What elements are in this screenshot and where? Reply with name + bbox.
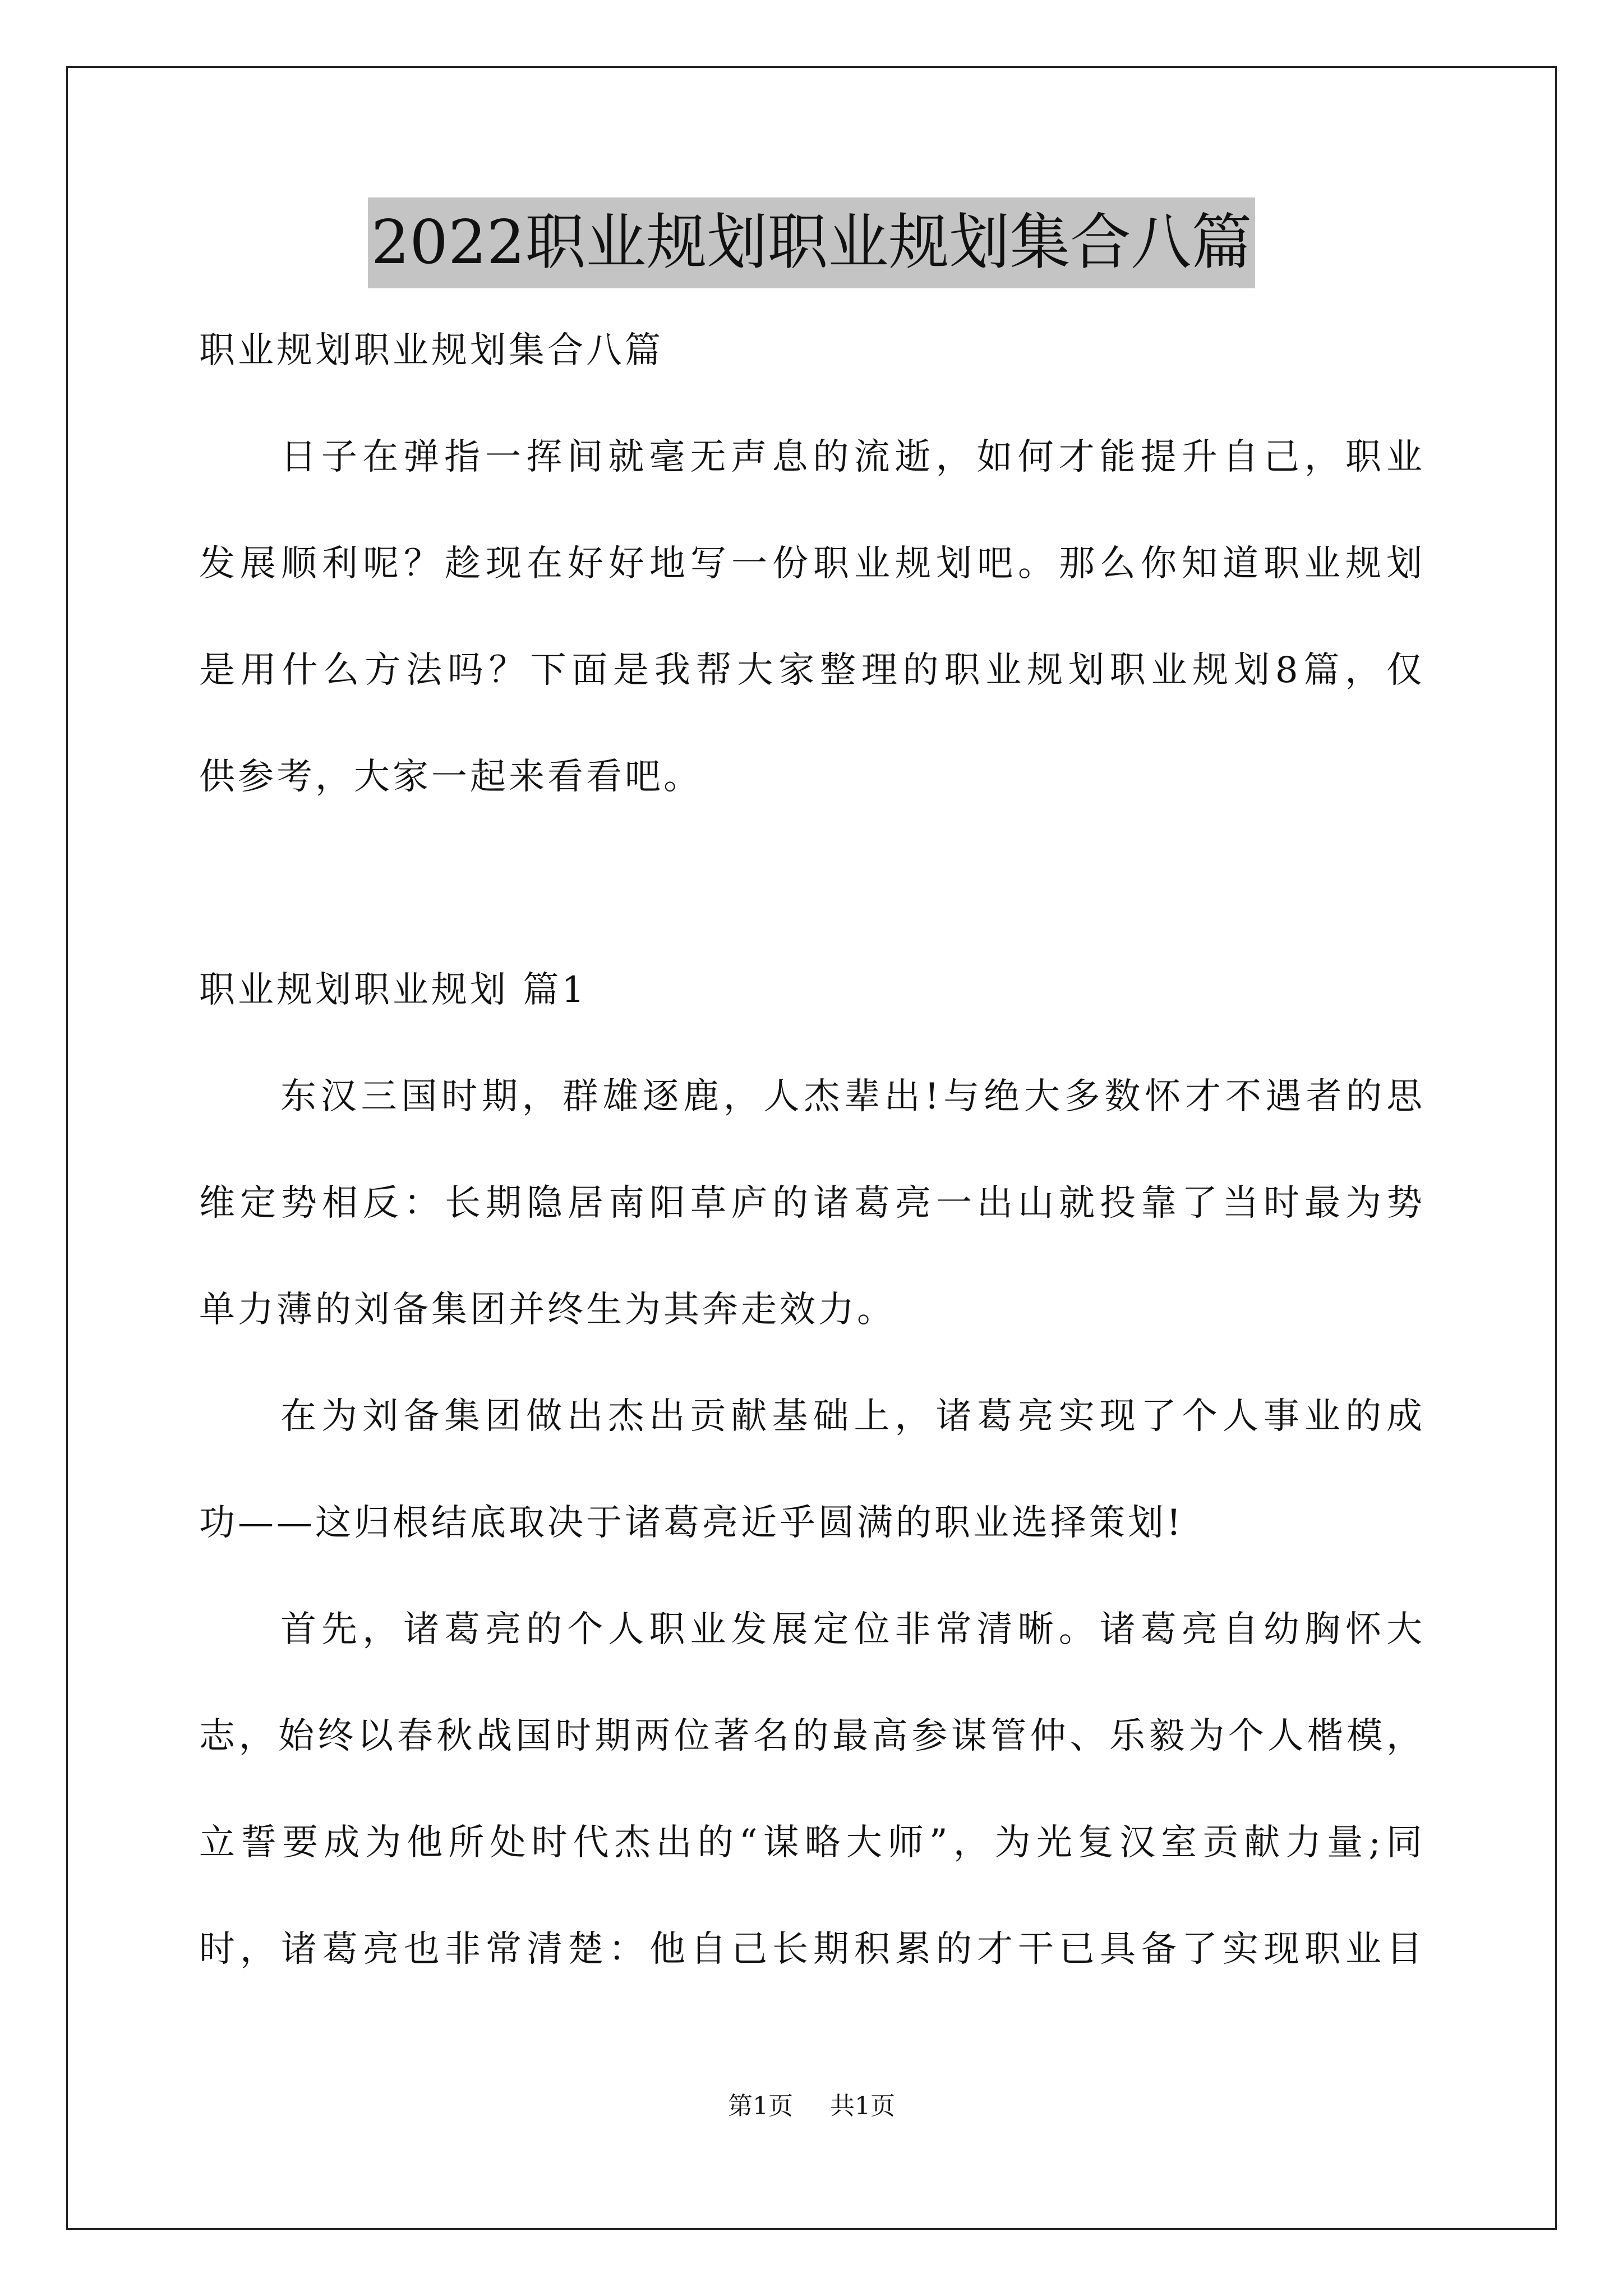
intro-line: 日子在弹指一挥间就毫无声息的流逝，如何才能提升自己，职业 [280, 436, 1425, 478]
page-footer [0, 2090, 1623, 2123]
section-line: 立誓要成为他所处时代杰出的“谋略大师”，为光复汉室贡献力量;同 [199, 1822, 1425, 1864]
section-line: 东汉三国时期，群雄逐鹿，人杰辈出!与绝大多数怀才不遇者的思 [280, 1076, 1425, 1117]
paragraph-gap [199, 830, 1425, 937]
title-container [0, 197, 1623, 288]
section-line: 功——这归根结底取决于诸葛亮近乎圆满的职业选择策划! [199, 1502, 1184, 1544]
section-line: 时，诸葛亮也非常清楚：他自己长期积累的才干已具备了实现职业目 [199, 1929, 1425, 1970]
section-line: 维定势相反：长期隐居南阳草庐的诸葛亮一出山就投靠了当时最为势 [199, 1182, 1425, 1224]
section-line: 首先，诸葛亮的个人职业发展定位非常清晰。诸葛亮自幼胸怀大 [280, 1609, 1425, 1650]
section-heading: 职业规划职业规划 篇1 [199, 969, 588, 1011]
document-title: 2022职业规划职业规划集合八篇 [368, 197, 1256, 288]
intro-line: 发展顺利呢？趁现在好好地写一份职业规划吧。那么你知道职业规划 [199, 543, 1425, 585]
page-total: 共1页 [830, 2092, 895, 2120]
intro-line: 供参考，大家一起来看看吧。 [199, 756, 702, 798]
section-line: 志，始终以春秋战国时期两位著名的最高参谋管仲、乐毅为个人楷模， [199, 1715, 1425, 1757]
document-body [199, 297, 1425, 2003]
section-line: 单力薄的刘备集团并终生为其奔走效力。 [199, 1289, 896, 1331]
page-number: 第1页 [728, 2092, 793, 2120]
section-line: 在为刘备集团做出杰出贡献基础上，诸葛亮实现了个人事业的成 [280, 1396, 1425, 1437]
document-subtitle: 职业规划职业规划集合八篇 [199, 330, 663, 371]
intro-line: 是用什么方法吗？下面是我帮大家整理的职业规划职业规划8篇，仅 [199, 650, 1425, 691]
